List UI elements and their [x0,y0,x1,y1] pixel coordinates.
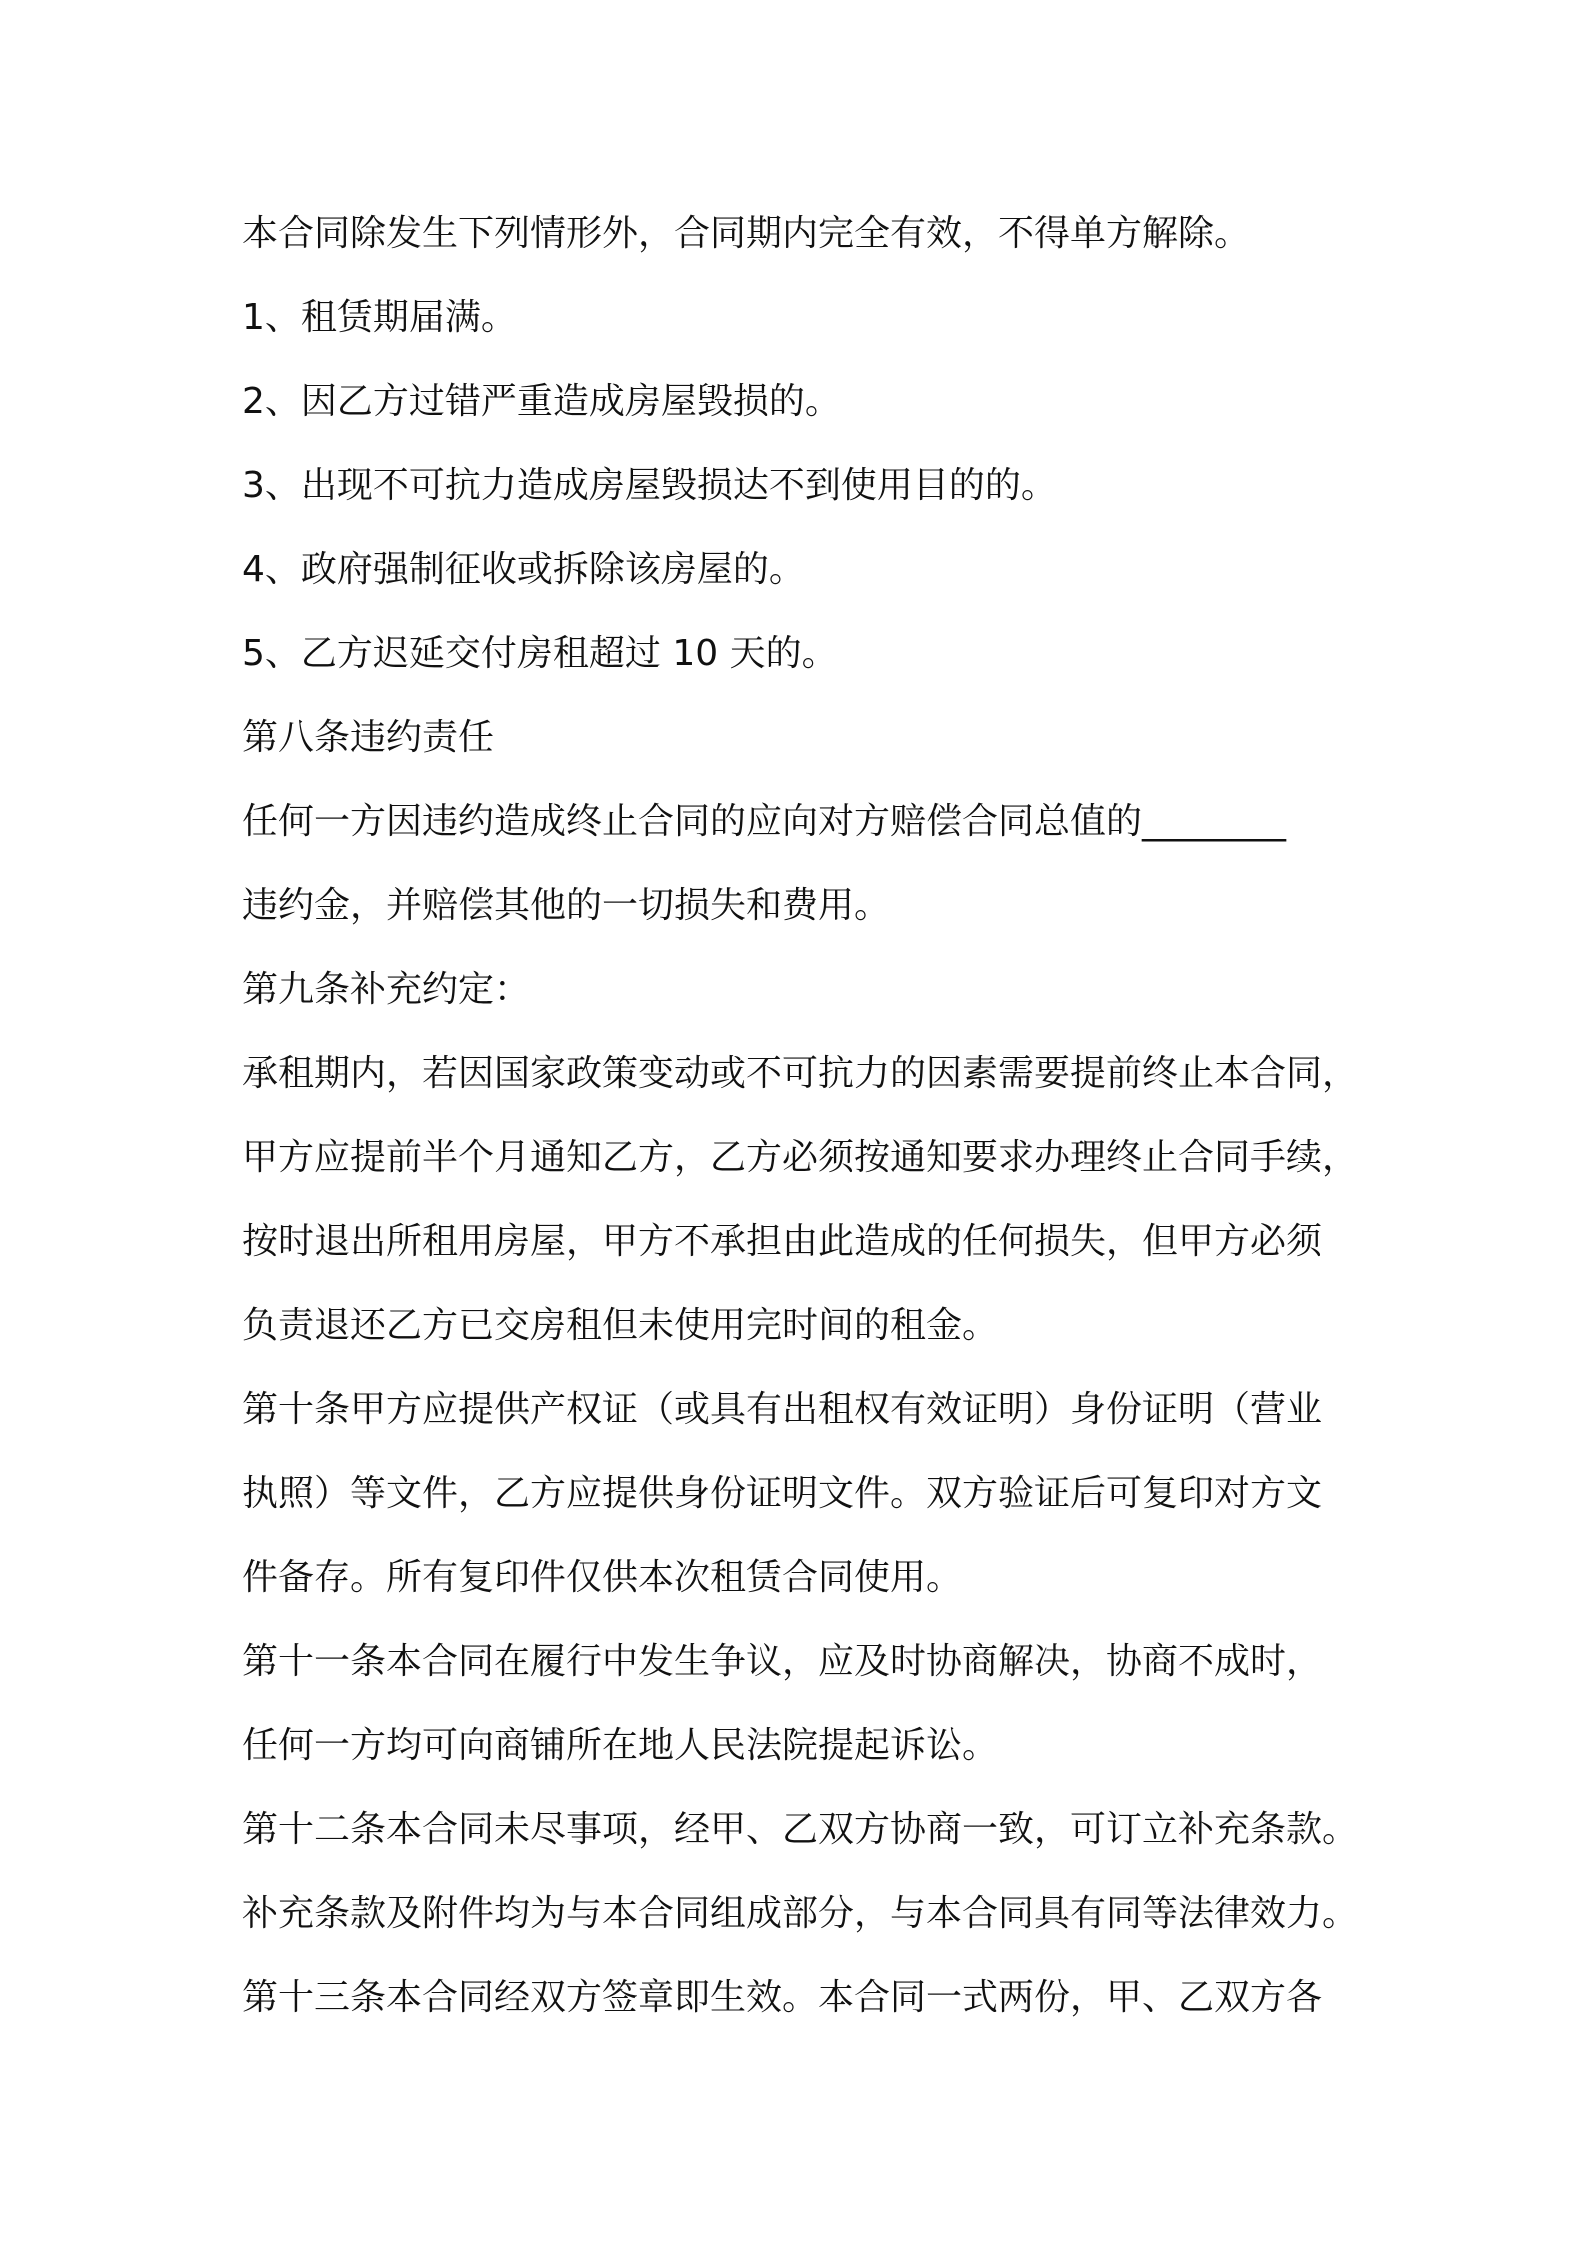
article-9-text-line-1: 承租期内，若因国家政策变动或不可抗力的因素需要提前终止本合同， [242,1053,1359,1094]
article-9-heading: 第九条补充约定： [242,969,531,1010]
article-9-text-line-2: 甲方应提前半个月通知乙方，乙方必须按通知要求办理终止合同手续， [242,1137,1359,1178]
article-13-line-1: 第十三条本合同经双方签章即生效。本合同一式两份，甲、乙双方各 [242,1977,1323,2018]
article-8-heading: 第八条违约责任 [242,717,495,758]
list-item-4: 4、政府强制征收或拆除该房屋的。 [242,549,805,590]
article-12-line-2: 补充条款及附件均为与本合同组成部分，与本合同具有同等法律效力。 [242,1893,1359,1934]
article-9-text-line-3: 按时退出所租用房屋，甲方不承担由此造成的任何损失，但甲方必须 [242,1221,1323,1262]
article-10-line-1: 第十条甲方应提供产权证（或具有出租权有效证明）身份证明（营业 [242,1389,1323,1430]
article-10-line-3: 件备存。所有复印件仅供本次租赁合同使用。 [242,1557,963,1598]
article-12-line-1: 第十二条本合同未尽事项，经甲、乙双方协商一致，可订立补充条款。 [242,1809,1359,1850]
article-11-line-2: 任何一方均可向商铺所在地人民法院提起诉讼。 [242,1725,999,1766]
article-11-line-1: 第十一条本合同在履行中发生争议，应及时协商解决，协商不成时， [242,1641,1323,1682]
paragraph-termination-intro: 本合同除发生下列情形外，合同期内完全有效，不得单方解除。 [242,213,1251,254]
article-8-text-line-1: 任何一方因违约造成终止合同的应向对方赔偿合同总值的________ [242,801,1287,842]
article-9-text-line-4: 负责退还乙方已交房租但未使用完时间的租金。 [242,1305,999,1346]
article-8-text-line-2: 违约金，并赔偿其他的一切损失和费用。 [242,885,891,926]
list-item-5: 5、乙方迟延交付房租超过 10 天的。 [242,633,838,674]
article-10-line-2: 执照）等文件，乙方应提供身份证明文件。双方验证后可复印对方文 [242,1473,1323,1514]
list-item-3: 3、出现不可抗力造成房屋毁损达不到使用目的的。 [242,465,1057,506]
list-item-1: 1、租赁期届满。 [242,297,517,338]
list-item-2: 2、因乙方过错严重造成房屋毁损的。 [242,381,841,422]
contract-body [242,192,1372,2040]
